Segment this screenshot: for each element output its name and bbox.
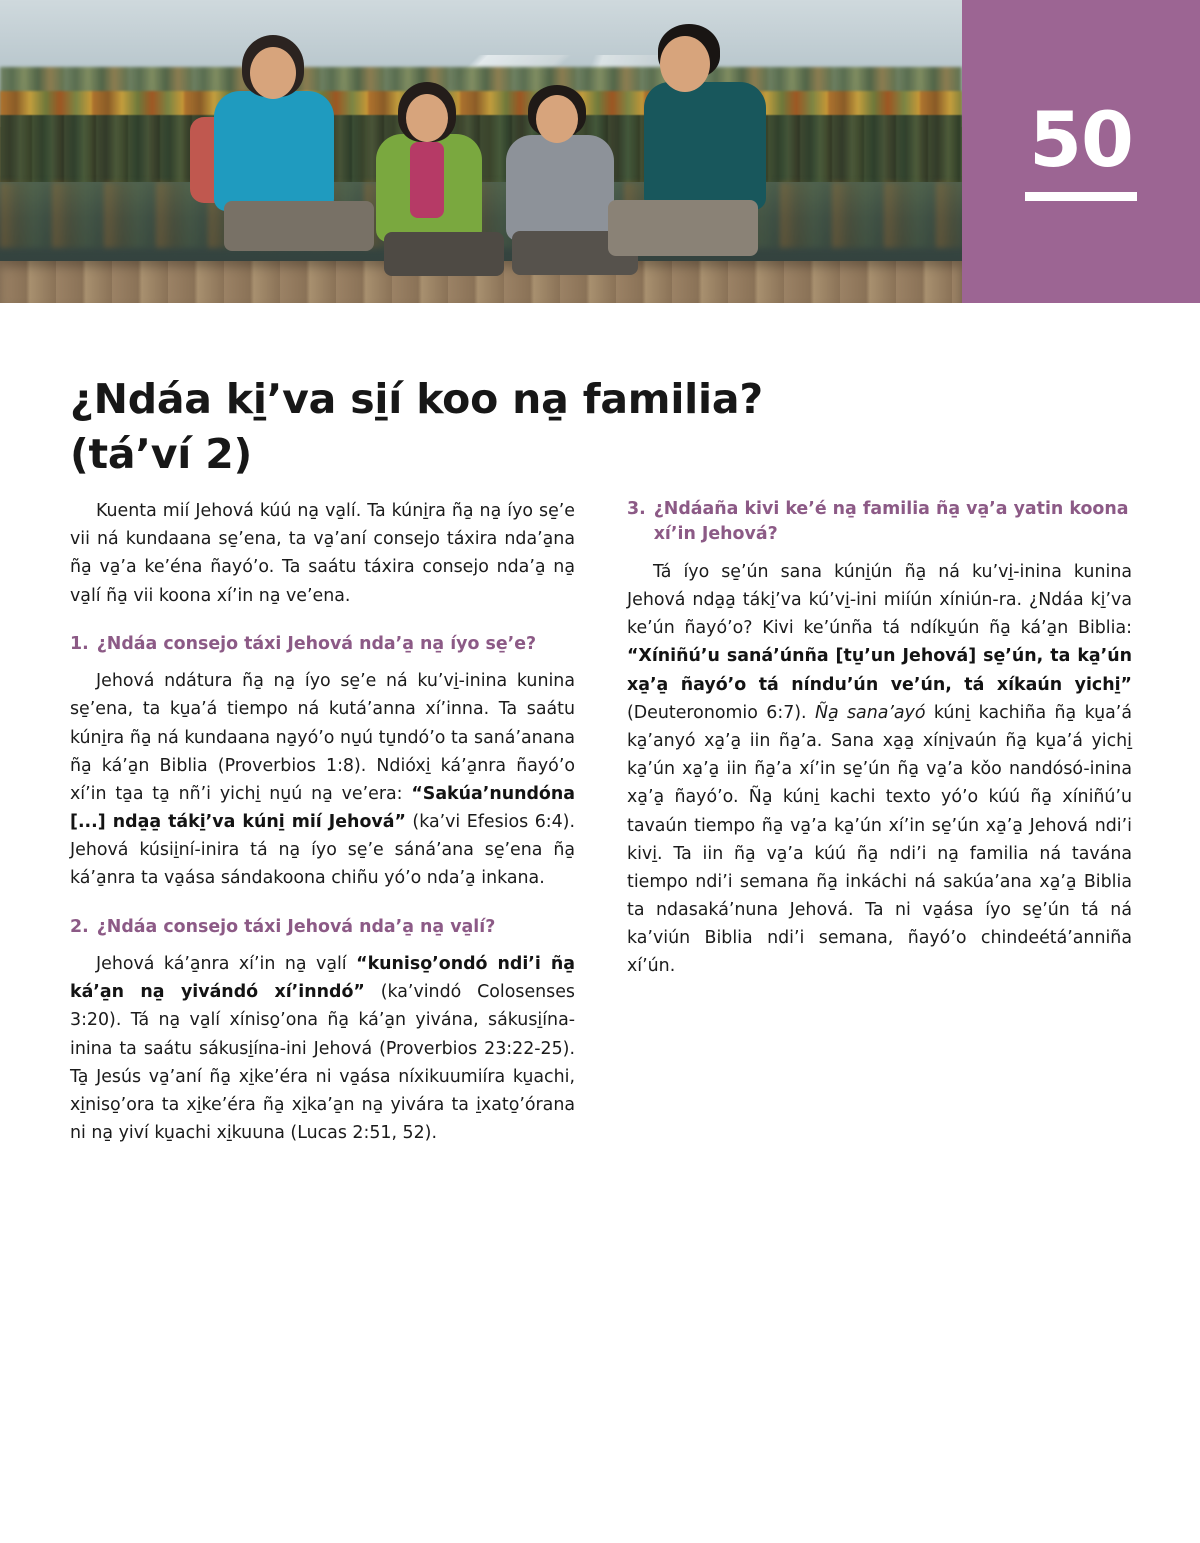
question-number-3: 3. bbox=[627, 499, 646, 519]
question-paragraph-3: Tá íyo se̱’ún sana kúni̱ún ña̱ ná ku’vi̱-inina kunina Jehová nda̱a̱ táki̱’va kú’vi̱-ini miíún xíniún-ra. ¿Ndáa ki̱’va ke’ún ñayó’o? Kivi ke’únña tá ndíku̱ún ña̱ ká’a̱n Biblia: “Xíniñú’u saná’únña [tu̱’un Jehová] se̱’ún, ta ka̱’ún xa̱’a̱ ñayó’o tá níndu’ún ve’ún, tá xíkaún yichi̱” (Deuteronomio 6:7). Ña̱ sana’ayó kúni̱ kachiña ña̱ ku̱a’á ka̱’anyó xa̱’a̱ iin ña̱’a. Sana xa̱a̱ xíni̱vaún ña̱ ku̱a’á yichi̱ ka̱’ún xa̱’a̱ iin ña̱’a xí’in se̱’ún ña̱ va̱’a kǒo nandósó-inina xa̱’a̱ ñayó’o. Ña̱ kúni̱ kachi texto yó’o kúú ña̱ xíniñú’u tavaún tiempo ña̱ va̱’a ka̱’ún xí’in se̱’ún xa̱’a̱ Jehová ndi’i kivi̱. Ta iin ña̱ va̱’a kúú ña̱ ndi’i na̱ familia ná tavána tiempo ndi’i semana ña̱ inkáchi ná sakúa’ana xa̱’a̱ Biblia ta ndasaká’nuna Jehová. Ta ni va̱ása íyo se̱’ún tá ná ka’viún Biblia ndi’i semana, ñayó’o chindeétá’anniña xí’ún. bbox=[627, 561, 1132, 977]
father-head bbox=[660, 36, 710, 92]
question-heading-2 bbox=[70, 915, 575, 940]
mother-jacket bbox=[214, 91, 334, 211]
father-legs bbox=[608, 200, 758, 256]
son-head bbox=[536, 95, 578, 143]
mother-head bbox=[250, 47, 296, 99]
page-title: ¿Ndáa ki̱’va si̱í koo na̱ familia? (tá’ví 2) bbox=[70, 375, 763, 478]
question-text-1: ¿Ndáa consejo táxi Jehová nda’a̱ na̱ íyo se̱’e? bbox=[96, 633, 537, 654]
column-left bbox=[70, 497, 575, 1161]
question-heading-3 bbox=[627, 497, 1132, 548]
daughter-shirt bbox=[410, 142, 444, 218]
article-body bbox=[70, 497, 1132, 1161]
question-number-2: 2. bbox=[70, 916, 89, 937]
question-heading-1 bbox=[70, 632, 575, 657]
father-figure bbox=[602, 24, 777, 279]
question-paragraph-1: Jehová ndátura ña̱ na̱ íyo se̱’e ná ku’vi̱-inina kunina se̱’ena, ta ku̱a’á tiempo ná kutá’anna xí’inna. Ta saátu kúni̱ra ña̱ ná kundaana na̱yó’o nu̱ú tu̱ndó’o ta saná’anana ña̱ ká’a̱n Biblia (Proverbios 1:8). Ndióxi̱ ká’a̱nra ñayó’o xí’in ta̱a ta̱ nñ’i yichi̱ nu̱ú na̱ ve’era: “Sakúa’nundóna [...] nda̱a̱ táki̱’va kúni̱ mií Jehová” (ka’vi Efesios 6:4). Jehová kúsii̱ní-inira tá na̱ íyo se̱’e sáná’ana se̱’ena ña̱ ká’a̱nra ta va̱ása sándakoona chiñu yó’o nda’a̱ inkana. bbox=[70, 671, 575, 889]
intro-paragraph: Kuenta mií Jehová kúú na̱ va̱lí. Ta kúni̱ra ña̱ na̱ íyo se̱’e vii ná kundaana se̱’ena, ta va̱’aní consejo táxira nda’a̱na ña̱ va̱’a ke’éna ñayó’o. Ta saátu táxira consejo nda’a̱ na̱ va̱lí ña̱ vii koona xí’in na̱ ve’ena. bbox=[70, 501, 575, 606]
daughter-legs bbox=[384, 232, 504, 276]
page-number: 50 bbox=[1029, 95, 1133, 184]
page-number-rule bbox=[1025, 192, 1137, 201]
father-jacket bbox=[644, 82, 766, 210]
question-text-3: ¿Ndáaña kivi ke’é na̱ familia ña̱ va̱’a yatin koona xí’in Jehová? bbox=[653, 499, 1129, 545]
hero-image bbox=[0, 0, 962, 303]
question-paragraph-2: Jehová ká’a̱nra xí’in na̱ va̱lí “kuniso̱’ondó ndi’i ña̱ ká’a̱n na̱ yivándó xí’inndó” (ka’vindó Colosenses 3:20). Tá na̱ va̱lí xíniso̱’ona ña̱ ká’a̱n yivána, sákusi̱ína-inina ta saátu sákusi̱ína-ini Jehová (Proverbios 23:22-25). Ta̱ Jesús va̱’aní ña̱ xi̱ke’éra ni va̱ása níxikuumiíra ku̱achi, xi̱niso̱’ora ta xi̱ke’éra ña̱ xi̱ka’a̱n na̱ yivára ta i̱xato̱’órana ni na̱ yiví ku̱achi xi̱kuuna (Lucas 2:51, 52). bbox=[70, 954, 575, 1144]
column-right bbox=[627, 497, 1132, 1161]
son-jacket bbox=[506, 135, 614, 241]
daughter-head bbox=[406, 94, 448, 142]
question-text-2: ¿Ndáa consejo táxi Jehová nda’a̱ na̱ va̱lí? bbox=[96, 916, 496, 937]
daughter-figure bbox=[358, 64, 508, 279]
mother-legs bbox=[224, 201, 374, 251]
question-number-1: 1. bbox=[70, 633, 89, 654]
page-header bbox=[0, 0, 1200, 303]
page-number-block bbox=[962, 0, 1200, 303]
mother-figure bbox=[190, 29, 370, 279]
family-group bbox=[150, 29, 770, 279]
